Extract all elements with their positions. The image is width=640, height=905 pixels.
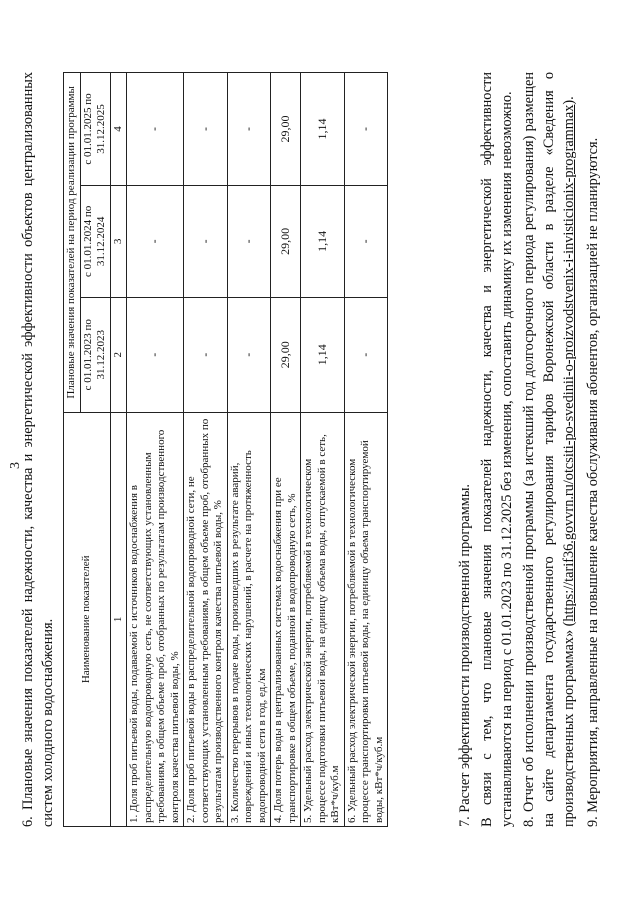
table-row: [184, 73, 228, 827]
section-8-text: [519, 72, 579, 827]
indicator-value: 29,00: [271, 297, 301, 412]
section-7-title: 7. Расчет эффективности производственной программы.: [457, 483, 473, 827]
header-indicator-name: Наименование показателей: [64, 412, 111, 826]
column-number: 3: [110, 185, 127, 297]
header-period-2025: с 01.01.2025 по 31.12.2025: [80, 73, 110, 186]
indicator-name: 4. Доля потерь воды в централизованных системах водоснабжения при ее транспортировке в общем объеме, поданной в водопроводную сеть, %: [271, 412, 301, 826]
indicator-value: -: [227, 73, 271, 186]
indicator-value: -: [184, 297, 228, 412]
column-number: 2: [110, 297, 127, 412]
indicator-value: -: [184, 73, 228, 186]
indicator-value: -: [227, 297, 271, 412]
table-row: [301, 73, 345, 827]
indicator-name: 6. Удельный расход электрической энергии, потребляемой в технологическом процессе транспортировки питьевой воды, на единицу объема транспортируемой воды, кВт*ч/куб.м: [344, 412, 388, 826]
header-period-2024: с 01.01.2024 по 31.12.2024: [80, 185, 110, 297]
indicator-name: 2. Доля проб питьевой воды в распределительной водопроводной сети, не соответствующих установленным требованиям, в общем объеме проб, отобранных по результатам производственного контроля качества питьевой воды, %: [184, 412, 228, 826]
page-number: 3: [8, 462, 23, 469]
indicator-value: -: [127, 73, 184, 186]
indicator-name: 1. Доля проб питьевой воды, подаваемой с источников водоснабжения в распределительную водопроводную сеть, не соответствующих установленным требованиям, в общем объеме проб, отобранных по результатам производственного контроля качества питьевой воды, %: [127, 412, 184, 826]
indicator-value: 1,14: [301, 73, 345, 186]
indicator-value: -: [127, 185, 184, 297]
indicator-value: -: [227, 185, 271, 297]
indicator-value: -: [184, 185, 228, 297]
table-row: [227, 73, 271, 827]
indicator-value: 1,14: [301, 185, 345, 297]
section-8-text-before: 8. Отчет об исполнении производственной программы (за истекший год долгосрочного периода регулирования) размещен на сайте департамента государственного регулирования тарифов Воронежской области в разделе «Сведения о производственных программах» (: [521, 72, 577, 827]
column-number: 1: [110, 412, 127, 826]
section-8-text-after: ).: [561, 96, 577, 105]
section-6-heading: 6. Плановые значения показателей надежности, качества и энергетической эффективности объектов централизованных систем холодного водоснабжения.: [20, 72, 56, 827]
indicator-name: 3. Количество перерывов в подаче воды, произошедших в результате аварий, повреждений и иных технологических нарушений, в расчете на протяженность водопроводной сети в год, ед./км: [227, 412, 271, 826]
tariff-department-link[interactable]: https://tarif36.govvrn.ru/otcsiti-po-svedinii-o-proizvodstvenix-i-invisticionix-programmax: [561, 104, 577, 622]
indicator-value: 1,14: [301, 297, 345, 412]
table-row: [344, 73, 388, 827]
indicators-table: [63, 72, 388, 827]
header-period-2023: с 01.01.2023 по 31.12.2023: [80, 297, 110, 412]
indicator-value: -: [344, 297, 388, 412]
header-plan-values: Плановые значения показателей на период реализации программы: [64, 73, 81, 413]
indicator-value: -: [344, 73, 388, 186]
indicator-value: 29,00: [271, 185, 301, 297]
section-7-text: В связи с тем, что плановые значения показателей надежности, качества и энергетической эффективности устанавливаются на период с 01.01.2023 по 31.12.2025 без изменения, сопоставить динамику их изменения невозможно.: [479, 72, 515, 827]
section-9-text: 9. Мероприятия, направленные на повышение качества обслуживания абонентов, организацией не планируются.: [585, 137, 601, 827]
indicator-value: 29,00: [271, 73, 301, 186]
table-row: [127, 73, 184, 827]
table-row: [271, 73, 301, 827]
indicator-value: -: [344, 185, 388, 297]
column-number: 4: [110, 73, 127, 186]
indicator-value: -: [127, 297, 184, 412]
indicator-name: 5. Удельный расход электрической энергии, потребляемой в технологическом процессе подготовки питьевой воды, на единицу объема воды, отпускаемой в сеть, кВт*ч/куб.м: [301, 412, 345, 826]
